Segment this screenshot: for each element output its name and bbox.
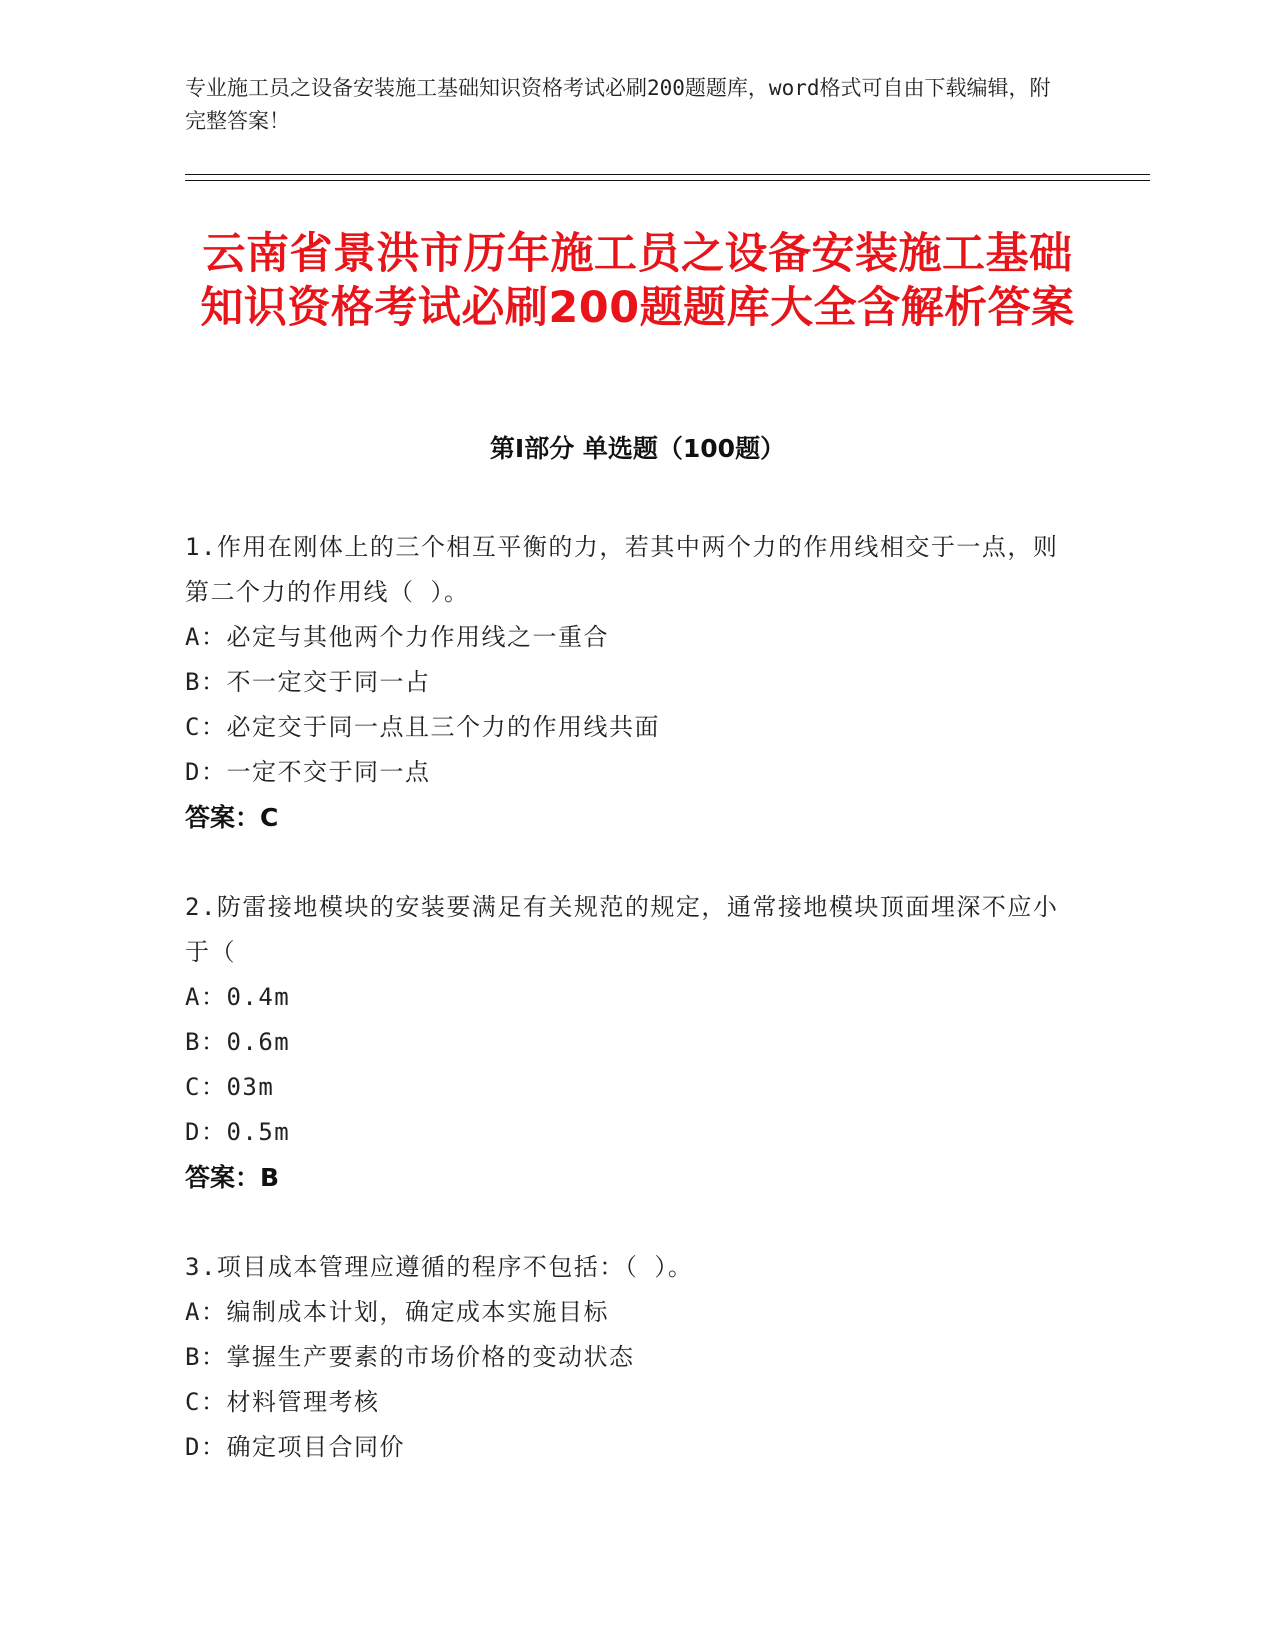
option-a: A：编制成本计划，确定成本实施目标 — [185, 1298, 609, 1326]
answer-label: 答案： — [185, 803, 261, 832]
header-note: 专业施工员之设备安装施工基础知识资格考试必刷200题题库，word格式可自由下载编辑，附完整答案！ — [185, 76, 1051, 133]
answer — [185, 1155, 1065, 1201]
option-c: C：03m — [185, 1073, 275, 1101]
question-1 — [185, 525, 1065, 841]
option-c: C：必定交于同一点且三个力的作用线共面 — [185, 713, 660, 741]
section-title: 第I部分 单选题（100题） — [489, 434, 786, 463]
question-list — [185, 525, 1065, 1514]
answer-value: C — [260, 803, 279, 832]
header-rule-top — [185, 174, 1150, 175]
option-d: D：0.5m — [185, 1118, 291, 1146]
question-3 — [185, 1245, 1065, 1470]
option-d: D：一定不交于同一点 — [185, 758, 431, 786]
question-2 — [185, 885, 1065, 1201]
option-b: B：不一定交于同一占 — [185, 668, 431, 696]
option-a: A：必定与其他两个力作用线之一重合 — [185, 623, 609, 651]
answer-label: 答案： — [185, 1163, 261, 1192]
question-stem: 3.项目成本管理应遵循的程序不包括：（ ）。 — [185, 1253, 694, 1281]
question-stem: 1.作用在刚体上的三个相互平衡的力，若其中两个力的作用线相交于一点，则第二个力的作用线（ ）。 — [185, 533, 1059, 606]
option-b: B：0.6m — [185, 1028, 291, 1056]
option-d: D：确定项目合同价 — [185, 1433, 405, 1461]
document-title: 云南省景洪市历年施工员之设备安装施工基础知识资格考试必刷200题题库大全含解析答案 — [200, 229, 1075, 333]
question-stem: 2.防雷接地模块的安装要满足有关规范的规定，通常接地模块顶面埋深不应小于（ — [185, 893, 1059, 966]
option-a: A：0.4m — [185, 983, 291, 1011]
option-b: B：掌握生产要素的市场价格的变动状态 — [185, 1343, 635, 1371]
answer-value: B — [260, 1163, 280, 1192]
header-rule-bottom — [185, 180, 1150, 181]
answer — [185, 795, 1065, 841]
option-c: C：材料管理考核 — [185, 1388, 380, 1416]
